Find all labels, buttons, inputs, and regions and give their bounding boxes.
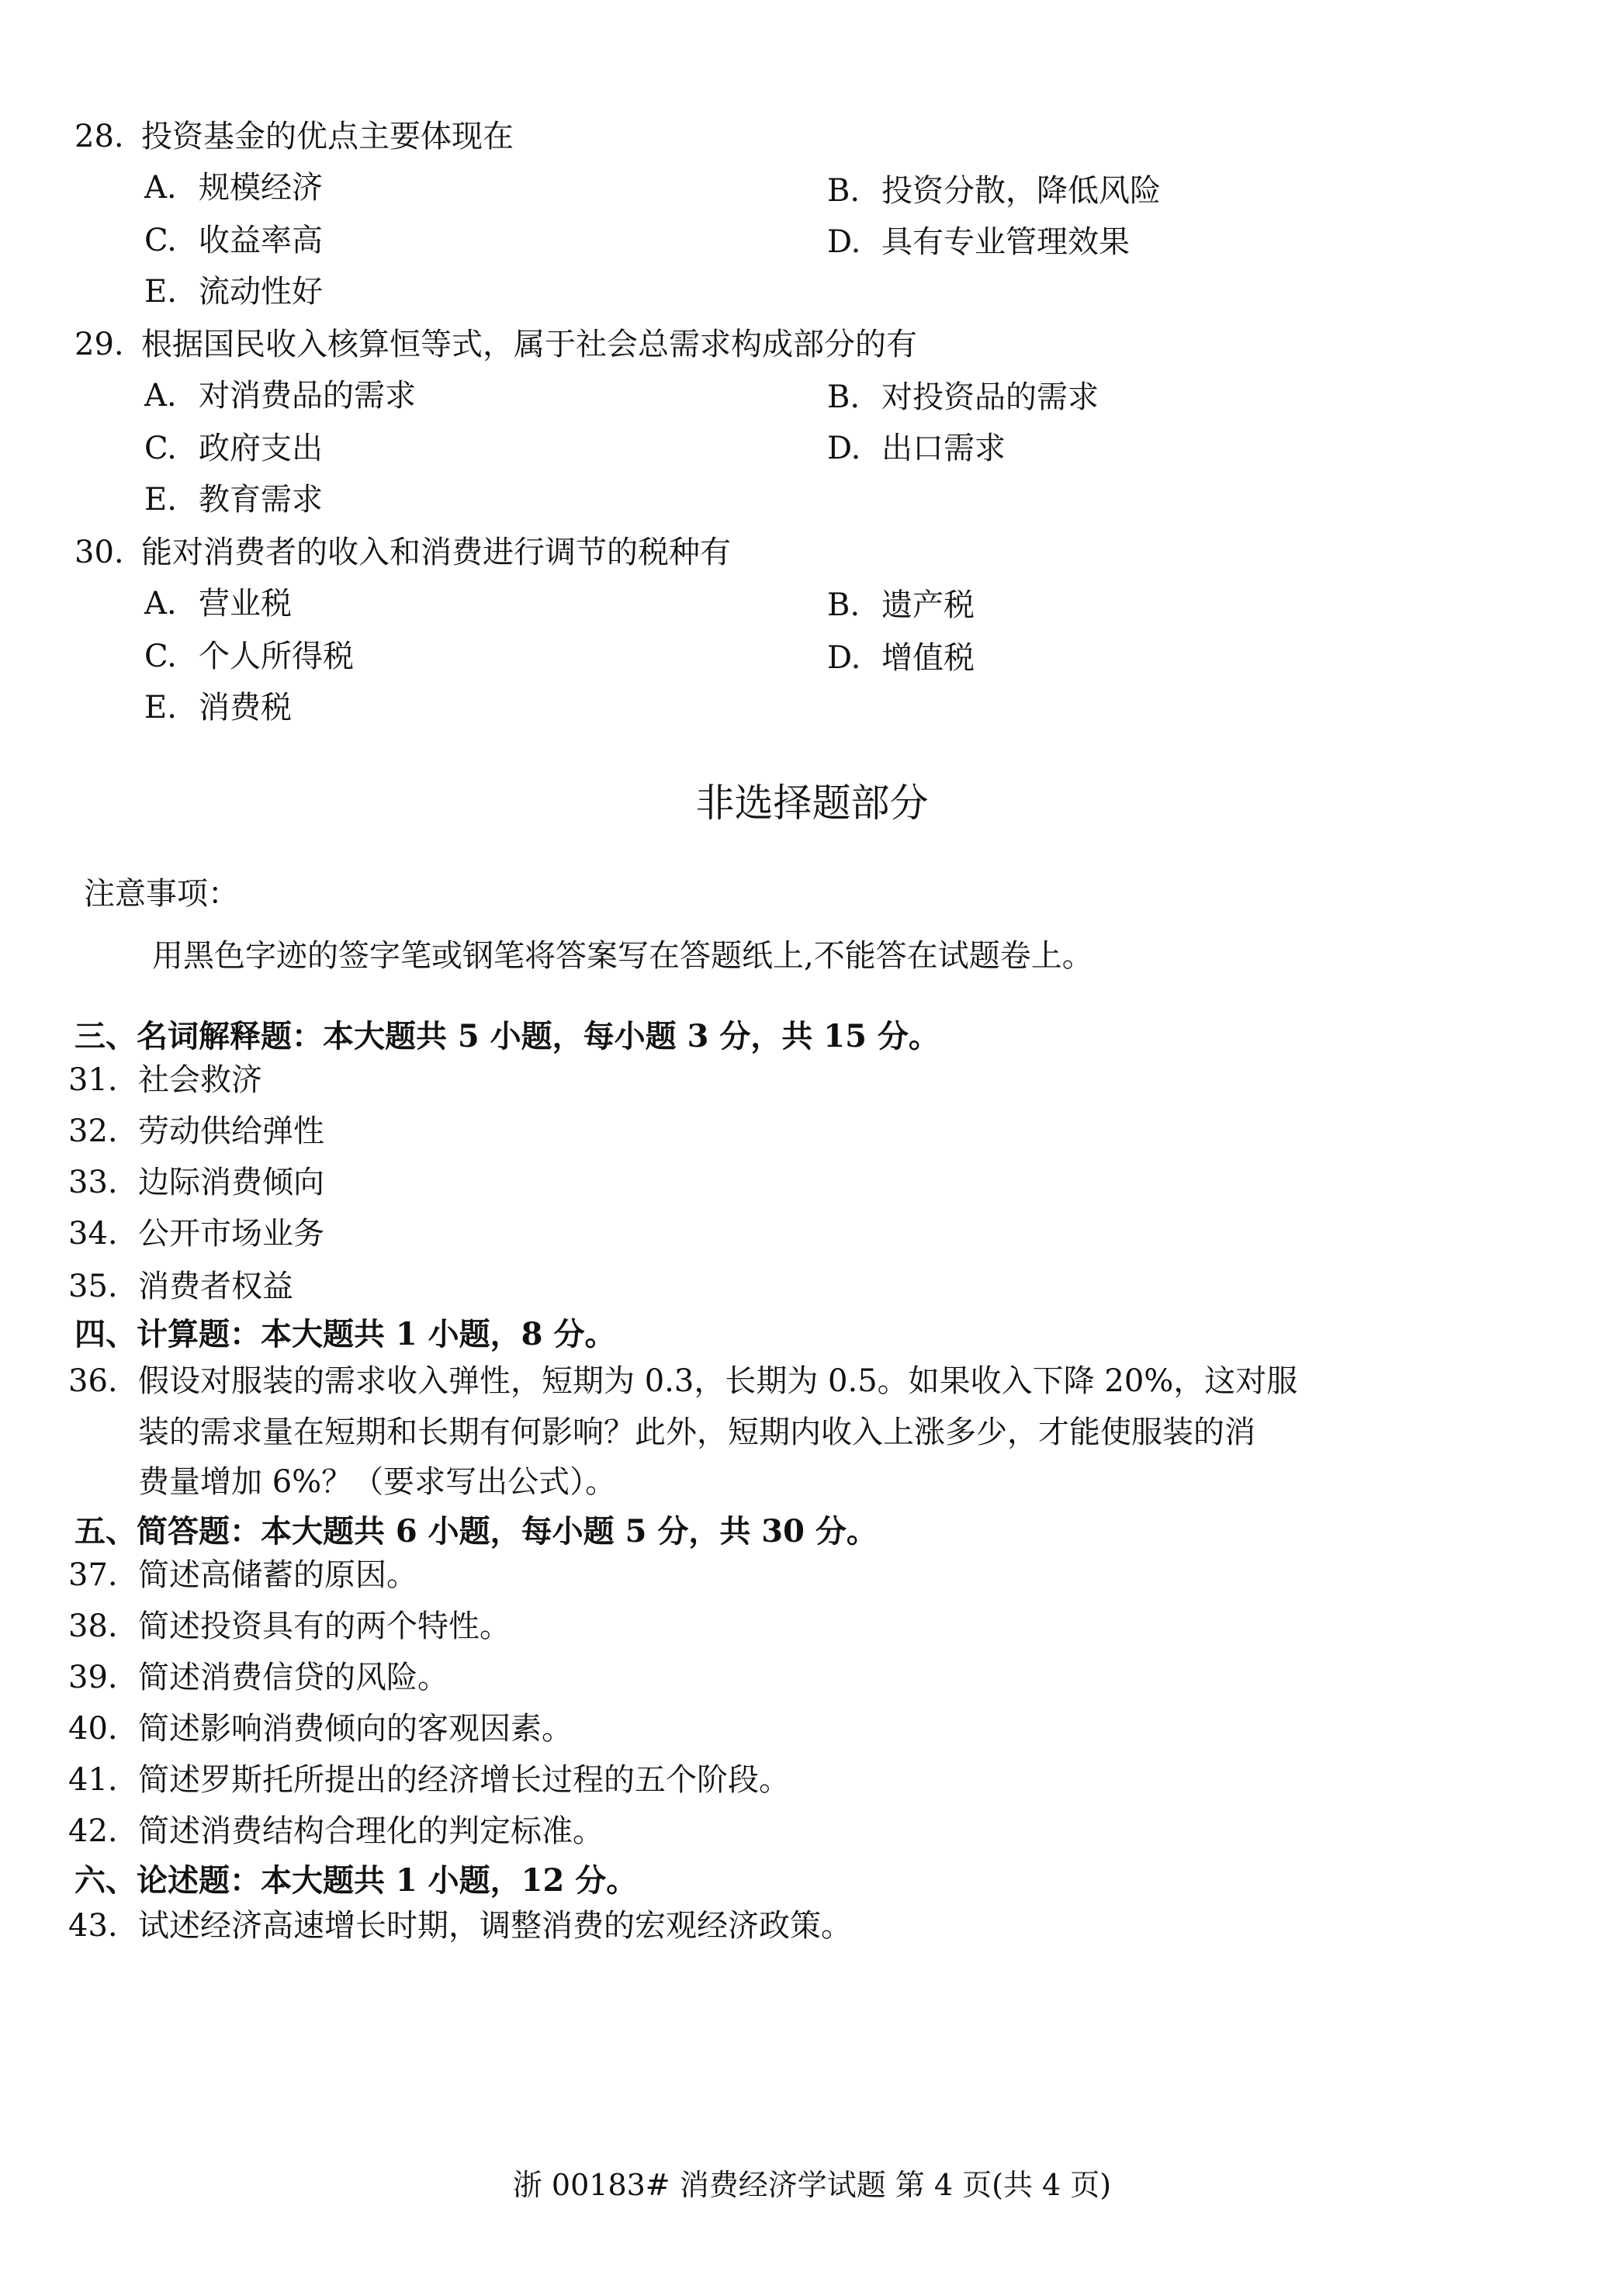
item-31: 31. 社会救济: [68, 1062, 262, 1098]
item-36: 36. 假设对服装的需求收入弹性，短期为 0.3，长期为 0.5。如果收入下降 20%，这对服: [68, 1363, 1298, 1399]
section-heading: 六、论述题：本大题共 1 小题，12 分。: [74, 1862, 638, 1899]
notice-heading: 注意事项：: [84, 876, 239, 912]
item-39: 39. 简述消费信贷的风险。: [68, 1660, 448, 1695]
section-heading: 五、简答题：本大题共 6 小题，每小题 5 分，共 30 分。: [74, 1513, 878, 1550]
item-34: 34. 公开市场业务: [68, 1216, 324, 1252]
option-30-e: E. 消费税: [144, 690, 292, 725]
option-28-e: E. 流动性好: [144, 274, 323, 310]
option-30-d: D. 增值税: [827, 640, 975, 676]
option-29-d: D. 出口需求: [827, 431, 1006, 466]
item-38: 38. 简述投资具有的两个特性。: [68, 1608, 511, 1644]
option-30-c: C. 个人所得税: [144, 639, 354, 674]
option-28-c: C. 收益率高: [144, 223, 323, 258]
question-number: 29.: [74, 327, 124, 362]
option-29-a: A. 对消费品的需求: [144, 378, 416, 414]
section-heading: 三、名词解释题：本大题共 5 小题，每小题 3 分，共 15 分。: [74, 1018, 940, 1054]
question-number: 30.: [74, 535, 124, 570]
question-number: 28.: [74, 119, 124, 154]
option-29-e: E. 教育需求: [144, 482, 323, 518]
question-28: [74, 121, 514, 152]
part-title: 非选择题部分: [695, 781, 929, 826]
question-stem: 根据国民收入核算恒等式，属于社会总需求构成部分的有: [141, 327, 917, 362]
option-28-b: B. 投资分散，降低风险: [827, 173, 1161, 209]
option-30-a: A. 营业税: [144, 586, 292, 622]
item-35: 35. 消费者权益: [68, 1269, 293, 1304]
option-30-b: B. 遗产税: [827, 587, 975, 623]
option-28-a: A. 规模经济: [144, 170, 323, 206]
question-30: [74, 537, 731, 568]
item-36-line-3: 费量增加 6%？（要求写出公式）。: [138, 1464, 617, 1500]
item-40: 40. 简述影响消费倾向的客观因素。: [68, 1711, 573, 1747]
page-footer: 浙 00183# 消费经济学试题 第 4 页(共 4 页): [512, 2168, 1112, 2202]
item-43: 43. 试述经济高速增长时期，调整消费的宏观经济政策。: [68, 1908, 852, 1944]
question-29: [74, 329, 917, 360]
item-33: 33. 边际消费倾向: [68, 1165, 324, 1200]
item-37: 37. 简述高储蓄的原因。: [68, 1557, 417, 1593]
item-36-line-2: 装的需求量在短期和长期有何影响？此外，短期内收入上涨多少，才能使服装的消: [138, 1415, 1255, 1450]
section-heading: 四、计算题：本大题共 1 小题，8 分。: [74, 1316, 616, 1352]
item-41: 41. 简述罗斯托所提出的经济增长过程的五个阶段。: [68, 1762, 790, 1798]
item-32: 32. 劳动供给弹性: [68, 1113, 324, 1149]
notice-text: 用黑色字迹的签字笔或钢笔将答案写在答题纸上,不能答在试题卷上。: [152, 938, 1093, 974]
item-42: 42. 简述消费结构合理化的判定标准。: [68, 1813, 604, 1849]
option-29-c: C. 政府支出: [144, 431, 323, 466]
question-stem: 投资基金的优点主要体现在: [141, 119, 514, 154]
option-29-b: B. 对投资品的需求: [827, 379, 1099, 415]
question-stem: 能对消费者的收入和消费进行调节的税种有: [141, 535, 731, 570]
option-28-d: D. 具有专业管理效果: [827, 224, 1130, 260]
